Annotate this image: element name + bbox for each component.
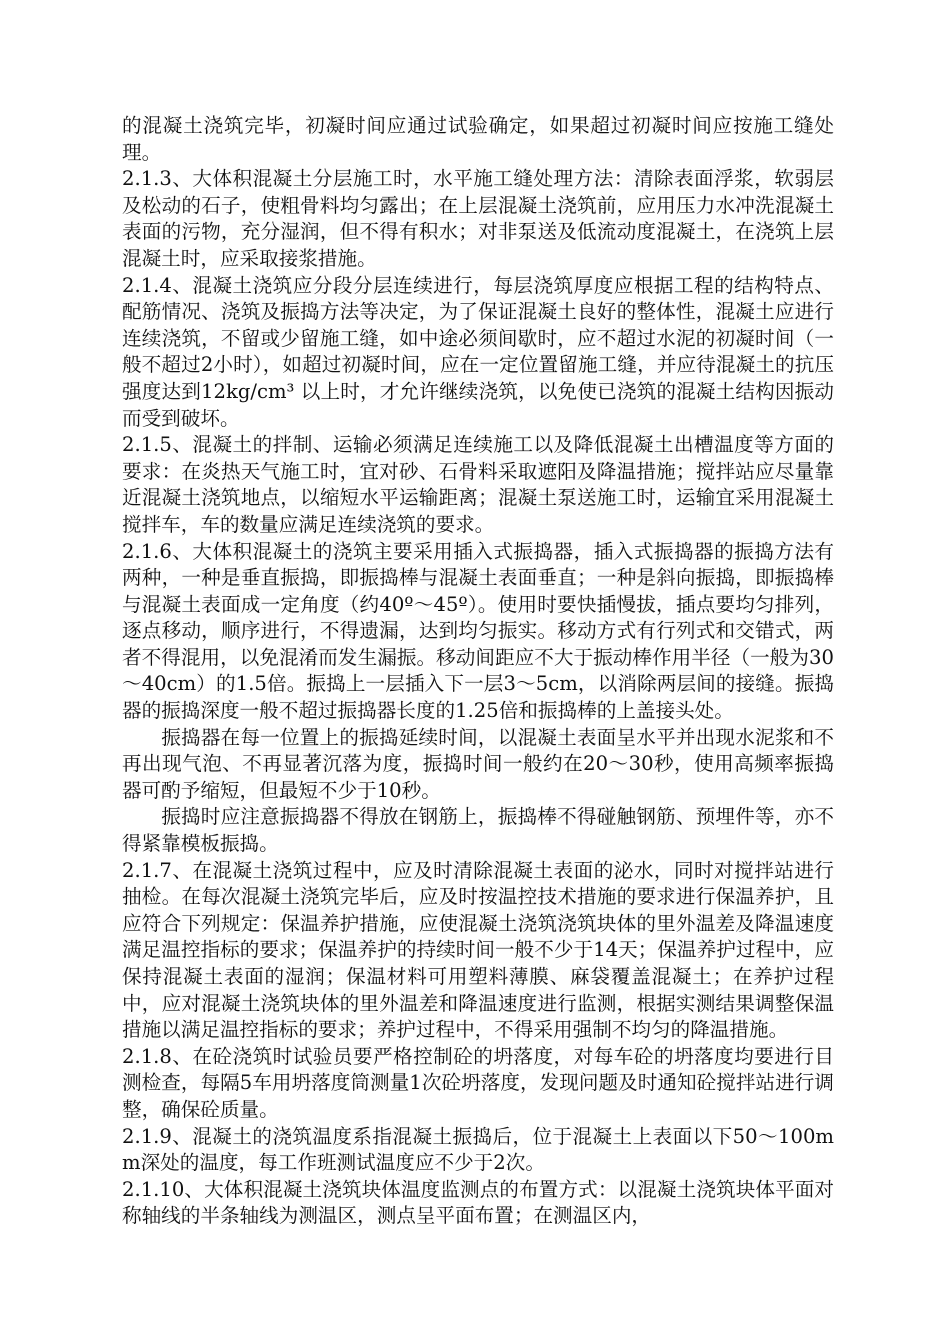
paragraph-2-1-6: 2.1.6、大体积混凝土的浇筑主要采用插入式振捣器，插入式振捣器的振捣方法有两种，一种是垂直振捣，即振捣棒与混凝土表面垂直；一种是斜向振捣，即振捣棒与混凝土表面成一定角度（约40º～45º）。使用时要快插慢拔，插点要均匀排列，逐点移动，顺序进行，不得遗漏，达到均匀振实。移动方式有行列式和交错式，两者不得混用，以免混淆而发生漏振。移动间距应不大于振动棒作用半径（一般为30～40cm）的1.5倍。振捣上一层插入下一层3～5cm，以消除两层间的接缝。振捣器的振捣深度一般不超过振捣器长度的1.25倍和振捣棒的上盖接头处。 bbox=[122, 539, 834, 723]
paragraph-2-1-8: 2.1.8、在砼浇筑时试验员要严格控制砼的坍落度，对每车砼的坍落度均要进行目测检查，每隔5车用坍落度筒测量1次砼坍落度，发现问题及时通知砼搅拌站进行调整，确保砼质量。 bbox=[122, 1044, 834, 1121]
paragraph-continuation: 的混凝土浇筑完毕，初凝时间应通过试验确定，如果超过初凝时间应按施工缝处理。 bbox=[122, 114, 834, 164]
paragraph-2-1-4: 2.1.4、混凝土浇筑应分段分层连续进行，每层浇筑厚度应根据工程的结构特点、配筋情况、浇筑及振捣方法等决定，为了保证混凝土良好的整体性，混凝土应进行连续浇筑，不留或少留施工缝，如中途必须间歇时，应不超过水泥的初凝时间（一般不超过2小时），如超过初凝时间，应在一定位置留施工缝，并应待混凝土的抗压强度达到12kg/cm³ 以上时，才允许继续浇筑，以免使已浇筑的混凝土结构因振动而受到破坏。 bbox=[122, 273, 834, 430]
paragraph-vibration-caution: 振捣时应注意振捣器不得放在钢筋上，振捣棒不得碰触钢筋、预埋件等，亦不得紧靠模板振捣。 bbox=[122, 805, 834, 856]
paragraph-2-1-10: 2.1.10、大体积混凝土浇筑块体温度监测点的布置方式：以混凝土浇筑块体平面对称轴线的半条轴线为测温区，测点呈平面布置；在测温区内， bbox=[122, 1177, 834, 1228]
paragraph-2-1-3: 2.1.3、大体积混凝土分层施工时，水平施工缝处理方法：清除表面浮浆，软弱层及松动的石子，使粗骨料均匀露出；在上层混凝土浇筑前，应用压力水冲洗混凝土表面的污物，充分湿润，但不得有积水；对非泵送及低流动度混凝土，在浇筑上层混凝土时，应采取接浆措施。 bbox=[122, 167, 834, 270]
paragraph-vibration-duration: 振捣器在每一位置上的振捣延续时间，以混凝土表面呈水平并出现水泥浆和不再出现气泡、不再显著沉落为度，振捣时间一般约在20～30秒，使用高频率振捣器可酌予缩短，但最短不少于10秒。 bbox=[122, 725, 834, 802]
document-body bbox=[122, 113, 834, 1230]
paragraph-2-1-9: 2.1.9、混凝土的浇筑温度系指混凝土振捣后，位于混凝土上表面以下50～100mm深处的温度，每工作班测试温度应不少于2次。 bbox=[122, 1124, 834, 1175]
paragraph-2-1-7: 2.1.7、在混凝土浇筑过程中，应及时清除混凝土表面的泌水，同时对搅拌站进行抽检。在每次混凝土浇筑完毕后，应及时按温控技术措施的要求进行保温养护，且应符合下列规定：保温养护措施，应使混凝土浇筑浇筑块体的里外温差及降温速度满足温控指标的要求；保温养护的持续时间一般不少于14天；保温养护过程中，应保持混凝土表面的湿润；保温材料可用塑料薄膜、麻袋覆盖混凝土；在养护过程中，应对混凝土浇筑块体的里外温差和降温速度进行监测，根据实测结果调整保温措施以满足温控指标的要求；养护过程中，不得采用强制不均匀的降温措施。 bbox=[122, 858, 834, 1042]
paragraph-2-1-5: 2.1.5、混凝土的拌制、运输必须满足连续施工以及降低混凝土出槽温度等方面的要求：在炎热天气施工时，宜对砂、石骨料采取遮阳及降温措施；搅拌站应尽量靠近混凝土浇筑地点，以缩短水平运输距离；混凝土泵送施工时，运输宜采用混凝土搅拌车，车的数量应满足连续浇筑的要求。 bbox=[122, 433, 834, 536]
